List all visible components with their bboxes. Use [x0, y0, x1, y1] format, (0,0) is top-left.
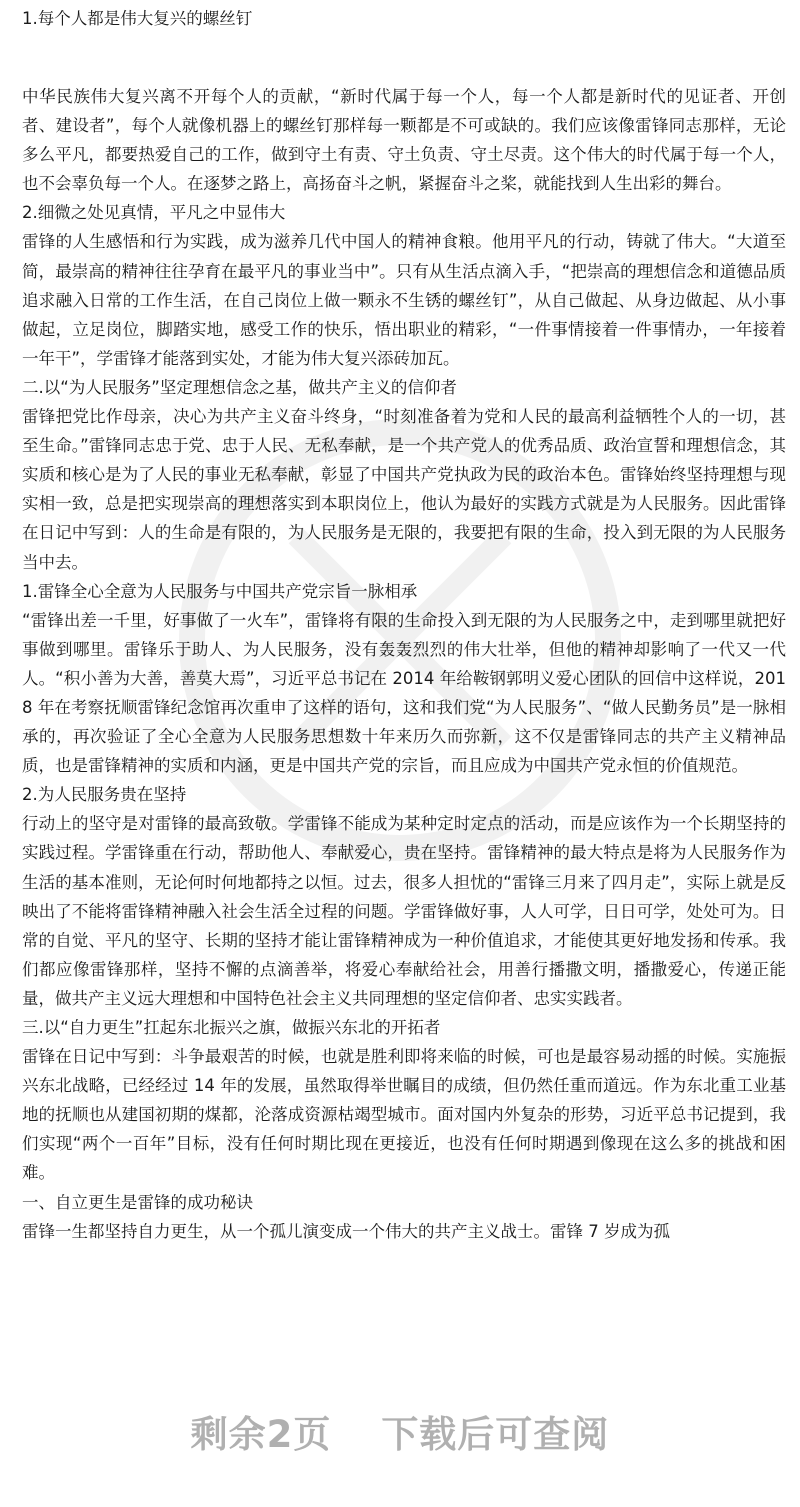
section-heading: 1.雷锋全心全意为人民服务与中国共产党宗旨一脉相承 [22, 581, 418, 601]
paragraph: 雷锋把党比作母亲，决心为共产主义奋斗终身，“时刻准备着为党和人民的最高利益牺牲个人的一切，甚至生命。”雷锋同志忠于党、忠于人民、无私奉献，是一个共产党人的优秀品质、政治宣誓和理想信念，其实质和核心是为了人民的事业无私奉献，彰显了中国共产党执政为民的政治本色。雷锋始终坚持理想与现实相一致，总是把实现崇高的理想落实到本职岗位上，他认为最好的实践方式就是为人民服务。因此雷锋在日记中写到：人的生命是有限的，为人民服务是无限的，我要把有限的生命，投入到无限的为人民服务当中去。 [22, 407, 786, 572]
paragraph: 雷锋一生都坚持自力更生，从一个孤儿演变成一个伟大的共产主义战士。雷锋 7 岁成为孤 [22, 1221, 670, 1241]
paragraph: 行动上的坚守是对雷锋的最高致敬。学雷锋不能成为某种定时定点的活动，而是应该作为一个长期坚持的实践过程。学雷锋重在行动，帮助他人、奉献爱心，贵在坚持。雷锋精神的最大特点是将为人民服务作为生活的基本准则，无论何时何地都持之以恒。过去，很多人担忧的“雷锋三月来了四月走”，实际上就是反映出了不能将雷锋精神融入社会生活全过程的问题。学雷锋做好事，人人可学，日日可学，处处可为。日常的自觉、平凡的坚守、长期的坚持才能让雷锋精神成为一种价值追求，才能使其更好地发扬和传承。我们都应像雷锋那样，坚持不懈的点滴善举，将爱心奉献给社会，用善行播撒文明，播撒爱心，传递正能量，做共产主义远大理想和中国特色社会主义共同理想的坚定信仰者、忠实实践者。 [22, 814, 786, 1008]
paragraph: 雷锋在日记中写到：斗争最艰苦的时候，也就是胜利即将来临的时候，可也是最容易动摇的时候。实施振兴东北战略，已经经过 14 年的发展，虽然取得举世瞩目的成绩，但仍然任重而道远。作为东北重工业基地的抚顺也从建国初期的煤都，沦落成资源枯竭型城市。面对国内外复杂的形势，习近平总书记提到，我们实现“两个一百年”目标，没有任何时期比现在更接近，也没有任何时期遇到像现在这么多的挑战和困难。 [22, 1047, 786, 1183]
paragraph: “雷锋出差一千里，好事做了一火车”，雷锋将有限的生命投入到无限的为人民服务之中，走到哪里就把好事做到哪里。雷锋乐于助人、为人民服务，没有轰轰烈烈的伟大壮举，但他的精神却影响了一代又一代人。“积小善为大善，善莫大焉”，习近平总书记在 2014 年给鞍钢郭明义爱心团队的回信中这样说，2018 年在考察抚顺雷锋纪念馆再次重申了这样的语句，这和我们党“为人民服务”、“做人民勤务员”是一脉相承的，再次验证了全心全意为人民服务思想数十年来历久而弥新，这不仅是雷锋同志的共产主义精神品质，也是雷锋精神的实质和内涵，更是中国共产党的宗旨，而且应成为中国共产党永恒的价值规范。 [22, 610, 786, 776]
paragraph: 中华民族伟大复兴离不开每个人的贡献，“新时代属于每一个人，每一个人都是新时代的见证者、开创者、建设者”，每个人就像机器上的螺丝钉那样每一颗都是不可或缺的。我们应该像雷锋同志那样，无论多么平凡，都要热爱自己的工作，做到守土有责、守土负责、守土尽责。这个伟大的时代属于每一个人，也不会辜负每一个人。在逐梦之路上，高扬奋斗之帆，紧握奋斗之桨，就能找到人生出彩的舞台。 [22, 87, 786, 194]
section-heading: 三.以“自力更生”扛起东北振兴之旗，做振兴东北的开拓者 [22, 1018, 441, 1037]
document-content [22, 82, 786, 1246]
download-hint-label: 下载后可查阅 [381, 1413, 610, 1456]
remaining-pages-label: 剩余2页 [190, 1413, 332, 1456]
section-heading: 一、自立更生是雷锋的成功秘诀 [22, 1192, 253, 1212]
top-heading: 1.每个人都是伟大复兴的螺丝钉 [22, 9, 253, 28]
section-heading: 2.细微之处见真情，平凡之中显伟大 [22, 203, 286, 223]
download-banner[interactable] [0, 1400, 800, 1470]
section-heading: 2.为人民服务贵在坚持 [22, 785, 187, 805]
section-heading: 二.以“为人民服务”坚定理想信念之基，做共产主义的信仰者 [22, 377, 457, 397]
paragraph: 雷锋的人生感悟和行为实践，成为滋养几代中国人的精神食粮。他用平凡的行动，铸就了伟大。“大道至简，最崇高的精神往往孕育在最平凡的事业当中”。只有从生活点滴入手，“把崇高的理想信念和道德品质追求融入日常的工作生活，在自己岗位上做一颗永不生锈的螺丝钉”，从自己做起、从身边做起、从小事做起，立足岗位，脚踏实地，感受工作的快乐，悟出职业的精彩，“一件事情接着一件事情办，一年接着一年干”，学雷锋才能落到实处，才能为伟大复兴添砖加瓦。 [22, 232, 786, 368]
